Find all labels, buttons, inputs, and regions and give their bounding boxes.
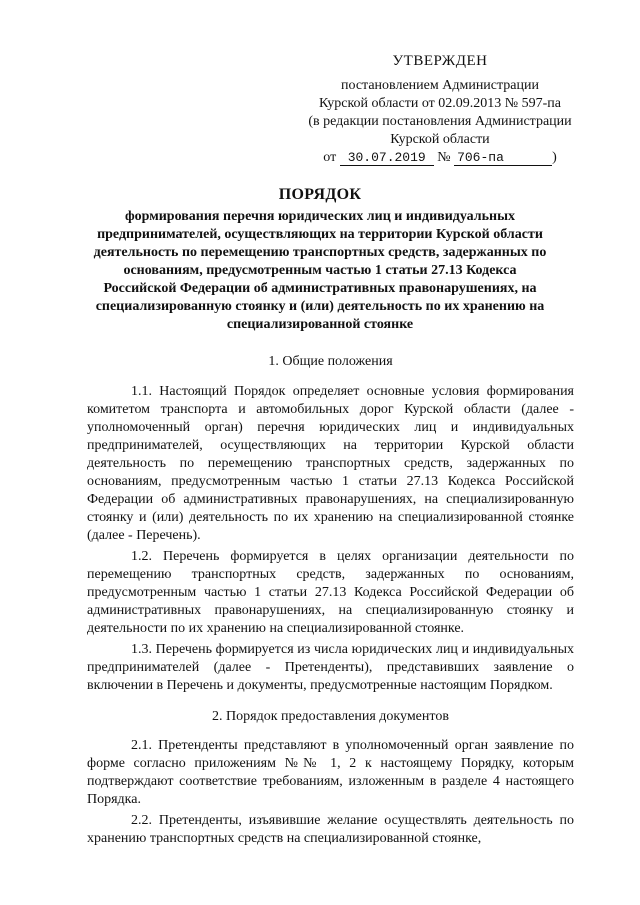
- approval-heading: УТВЕРЖДЕН: [392, 53, 488, 69]
- approval-revision-number: 706-па: [454, 151, 552, 166]
- document-title: ПОРЯДОК: [278, 186, 362, 203]
- approval-line-4: Курской области: [390, 132, 490, 147]
- approval-closing-paren: ): [552, 150, 557, 165]
- document-body: [87, 353, 574, 848]
- approval-line-2: Курской области от 02.09.2013 № 597-па: [318, 96, 562, 111]
- paragraph-2-2: 2.2. Претенденты, изъявившие желание осуществлять деятельность по хранению транспортных средств на специализированной стоянке,: [87, 813, 574, 846]
- approval-stamp-block: [290, 52, 590, 167]
- document-subtitle: формирования перечня юридических лиц и индивидуальных предпринимателей, осуществляющих на территории Курской области деятельность по перемещению транспортных средств, задержанных по основаниям, предусмотренным частью 1 статьи 27.13 Кодекса Российской Федерации об административных правонарушениях, на специализированную стоянку и (или) деятельность по их хранению на специализированной стоянке: [93, 209, 547, 332]
- approval-revision-line: [290, 149, 590, 167]
- approval-line-3: (в редакции постановления Администрации: [308, 114, 572, 129]
- approval-number-sign: №: [437, 150, 451, 165]
- approval-revision-date: 30.07.2019: [340, 151, 434, 166]
- section-2-title: 2. Порядок предоставления документов: [212, 709, 449, 724]
- document-title-block: [90, 186, 550, 334]
- approval-line-1: постановлением Администрации: [341, 78, 539, 93]
- paragraph-2-1: 2.1. Претенденты представляют в уполномоченный орган заявление по форме согласно приложениям №№ 1, 2 к настоящему Порядку, которым подтверждают соответствие требованиям, изложенным в разделе 4 настоящего Порядка.: [87, 738, 574, 807]
- approval-from-prefix: от: [323, 150, 337, 165]
- section-1-title: 1. Общие положения: [268, 354, 393, 369]
- paragraph-1-1: 1.1. Настоящий Порядок определяет основные условия формирования комитетом транспорта и автомобильных дорог Курской области (далее - уполномоченный орган) перечня юридических лиц и индивидуальных предпринимателей, осуществляющих на территории Курской области деятельность по перемещению транспортных средств, задержанных по основаниям, предусмотренным частью 1 статьи 27.13 Кодекса Российской Федерации об административных правонарушениях, на специализированную стоянку и (или) деятельность по их хранению на специализированной стоянке (далее - Перечень).: [87, 384, 574, 543]
- paragraph-1-3: 1.3. Перечень формируется из числа юридических лиц и индивидуальных предпринимателей (далее - Претенденты), представивших заявление о включении в Перечень и документы, предусмотренные настоящим Порядком.: [87, 642, 574, 693]
- paragraph-1-2: 1.2. Перечень формируется в целях организации деятельности по перемещению транспортных средств, задержанных по основаниям, предусмотренным частью 1 статьи 27.13 Кодекса Российской Федерации об административных правонарушениях, на специализированную стоянку и деятельности по их хранению на специализированной стоянке.: [87, 549, 574, 636]
